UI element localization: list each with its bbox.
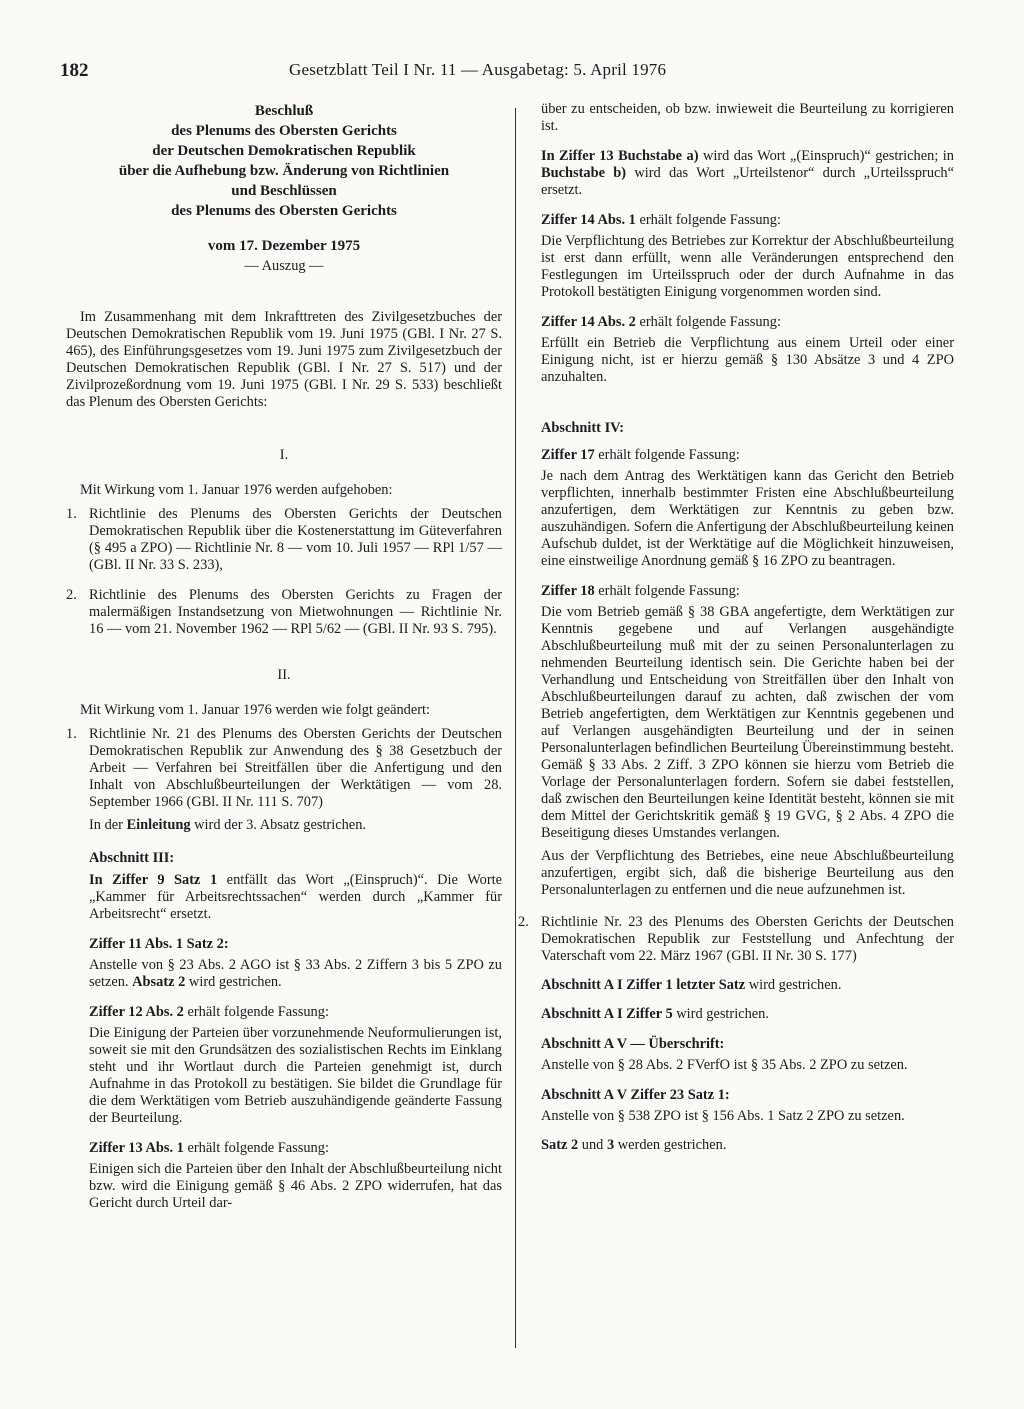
ziffer-18-paragraph-2: Aus der Verpflichtung des Betriebes, eine neue Abschlußbeurteilung anzufertigen, ergibt sich, daß die bisherige Beurteilung aus den Personalunterlagen zu entfernen und die neue aufzunehmen ist. <box>541 848 954 898</box>
section-numeral-1: I. <box>279 447 289 463</box>
satz-2-3-paragraph: Satz 2 und 3 werden gestrichen. <box>541 1137 727 1153</box>
item-number: 1. <box>66 726 77 742</box>
running-head: Gesetzblatt Teil I Nr. 11 — Ausgabetag: 5. April 1976 <box>289 60 667 79</box>
ziffer-13-ab-paragraph: In Ziffer 13 Buchstabe a) wird das Wort „(Einspruch)“ gestrichen; in Buchstabe b) wird das Wort „Urteilstenor“ durch „Urteilsspruch“ ersetzt. <box>541 148 954 198</box>
excerpt-label: — Auszug — <box>244 258 324 274</box>
decree-title <box>66 101 502 221</box>
decree-date: vom 17. Dezember 1975 <box>207 238 361 254</box>
ziffer-12-heading: Ziffer 12 Abs. 2 erhält folgende Fassung: <box>89 1004 329 1020</box>
ziffer-14-1-paragraph: Die Verpflichtung des Betriebes zur Korrektur der Abschlußbeurteilung ist erst dann erfüllt, wenn alle Veränderungen entsprechend den Festlegungen im Urteilsspruch oder der durch Aufnahme in das Protokoll bestätigten Einigung vorgenommen worden sind. <box>541 233 954 300</box>
section-1-intro: Mit Wirkung vom 1. Januar 1976 werden aufgehoben: <box>80 482 393 498</box>
item-number: 2. <box>518 914 529 930</box>
title-line: der Deutschen Demokratischen Republik <box>152 143 416 159</box>
section-2-intro: Mit Wirkung vom 1. Januar 1976 werden wie folgt geändert: <box>80 702 431 718</box>
ziffer-9-paragraph: In Ziffer 9 Satz 1 entfällt das Wort „(Einspruch)“. Die Worte „Kammer für Arbeitsrechtssachen“ werden durch „Kammer für Arbeitsrecht“ ersetzt. <box>89 872 502 922</box>
ziffer-17-heading: Ziffer 17 erhält folgende Fassung: <box>541 447 740 463</box>
ziffer-14-2-heading: Ziffer 14 Abs. 2 erhält folgende Fassung: <box>541 314 781 330</box>
item-text: Richtlinie des Plenums des Obersten Gerichts zu Fragen der malermäßigen Instandsetzung von Mietwohnungen — Richtlinie Nr. 16 — vom 21. November 1962 — RPl 5/62 — (GBl. II Nr. 93 S. 795). <box>89 587 502 637</box>
page-header <box>60 60 965 90</box>
abschnitt-av23-heading: Abschnitt A V Ziffer 23 Satz 1: <box>541 1087 730 1103</box>
ziffer-13-heading: Ziffer 13 Abs. 1 erhält folgende Fassung: <box>89 1140 329 1156</box>
preamble: Im Zusammenhang mit dem Inkrafttreten des Zivilgesetzbuches der Deutschen Demokratischen Republik vom 19. Juni 1975 (GBl. I Nr. 27 S. 465), des Einführungsgesetzes vom 19. Juni 1975 zum Zivilgesetzbuch der Deutschen Demokratischen Republik (GBl. I Nr. 27 S. 517) und der Zivilprozeßordnung vom 19. Juni 1975 (GBl. I Nr. 29 S. 533) beschließt das Plenum des Obersten Gerichts: <box>66 309 502 410</box>
abschnitt-av-paragraph: Anstelle von § 28 Abs. 2 FVerfO ist § 35 Abs. 2 ZPO zu setzen. <box>541 1057 908 1073</box>
ziffer-14-1-heading: Ziffer 14 Abs. 1 erhält folgende Fassung: <box>541 212 781 228</box>
ziffer-18-paragraph: Die vom Betrieb gemäß § 38 GBA angefertigte, dem Werktätigen zur Kenntnis gegebene und auf Verlangen ausgehändigte Abschlußbeurteilung muß mit der zu seinen Personalunterlagen zu nehmenden Beurteilung identisch sein. Die Gerichte haben bei der Verhandlung und Entscheidung von Streitfällen über den Inhalt von Abschlußbeurteilungen darauf zu achten, daß zwischen der vom Betrieb angefertigten, dem Werktätigen zur Kenntnis gegebenen und auf Verlangen ausgehändigten Beurteilung und der in seinen Personalunterlagen befindlichen Beurteilung Übereinstimmung besteht. Gemäß § 33 Abs. 2 Ziff. 3 ZPO können sie hierzu vom Betrieb die Vorlage der Personalunterlagen fordern. Sofern sie dabei feststellen, daß zwischen den Beurteilungen keine Identität besteht, können sie mit dem Mittel der Gerichtskritik gemäß § 19 GVG, § 2 Abs. 4 ZPO die Beseitigung dieses Umstandes verlangen. <box>541 604 954 841</box>
abschnitt-av-heading: Abschnitt A V — Überschrift: <box>541 1036 725 1052</box>
item-number: 2. <box>66 587 77 603</box>
list-item <box>518 914 954 965</box>
einleitung-paragraph: In der Einleitung wird der 3. Absatz gestrichen. <box>89 817 366 833</box>
list-item <box>66 506 502 574</box>
ziffer-14-2-paragraph: Erfüllt ein Betrieb die Verpflichtung aus einem Urteil oder einer Einigung nicht, ist er hierzu gemäß § 130 Absätze 3 und 4 ZPO anzuhalten. <box>541 335 954 385</box>
title-line: über die Aufhebung bzw. Änderung von Richtlinien <box>118 163 450 179</box>
list-item <box>66 587 502 638</box>
ziffer-13-paragraph: Einigen sich die Parteien über den Inhalt der Abschlußbeurteilung nicht bzw. wird die Einigung gemäß § 46 Abs. 2 ZPO widerrufen, hat das Gericht durch Urteil dar- <box>89 1161 502 1211</box>
ziffer-11-heading: Ziffer 11 Abs. 1 Satz 2: <box>89 936 229 952</box>
column-divider <box>515 108 516 1348</box>
ziffer-12-paragraph: Die Einigung der Parteien über vorzunehmende Neuformulierungen ist, soweit sie mit den Grundsätzen des sozialistischen Rechts im Einklang steht und ihr Wortlaut durch die Parteien genehmigt ist, durch Aufnahme in das Protokoll zu bestätigen. Sie bildet die Grundlage für die dem Werktätigen vom Betrieb auszuhändigende geänderte Fassung der Beurteilung. <box>89 1025 502 1126</box>
abschnitt-a1-z1-paragraph: Abschnitt A I Ziffer 1 letzter Satz wird gestrichen. <box>541 977 842 993</box>
abschnitt-av23-paragraph: Anstelle von § 538 ZPO ist § 156 Abs. 1 Satz 2 ZPO zu setzen. <box>541 1108 905 1124</box>
left-column <box>66 101 502 1212</box>
title-line: des Plenums des Obersten Gerichts <box>171 203 397 219</box>
title-line: und Beschlüssen <box>231 183 337 199</box>
ziffer-18-heading: Ziffer 18 erhält folgende Fassung: <box>541 583 740 599</box>
ziffer-17-paragraph: Je nach dem Antrag des Werktätigen kann das Gericht den Betrieb verpflichten, innerhalb bestimmter Fristen eine Abschlußbeurteilung anzufertigen, dem Werktätigen zur Kenntnis zu geben bzw. auszuhändigen. Sofern die Anfertigung der Abschlußbeurteilung keinen Aufschub duldet, ist der Werktätige auf die Möglichkeit hinzuweisen, eine einstweilige Anordnung gemäß § 16 ZPO zu beantragen. <box>541 468 954 569</box>
right-column <box>518 101 954 1154</box>
item-text: Richtlinie des Plenums des Obersten Gerichts der Deutschen Demokratischen Republik über die Kostenerstattung im Güteverfahren (§ 495 a ZPO) — Richtlinie Nr. 8 — vom 10. Juli 1957 — RPl 1/57 — (GBl. II Nr. 33 S. 233), <box>89 506 502 573</box>
section-numeral-2: II. <box>277 667 291 683</box>
abschnitt-iii-heading: Abschnitt III: <box>89 850 175 866</box>
item-text: Richtlinie Nr. 23 des Plenums des Obersten Gerichts der Deutschen Demokratischen Republik zur Feststellung und Anfechtung der Vaterschaft vom 22. März 1967 (GBl. II Nr. 30 S. 177) <box>541 914 954 964</box>
list-item <box>66 726 502 811</box>
continuation-paragraph: über zu entscheiden, ob bzw. inwieweit die Beurteilung zu korrigieren ist. <box>541 101 954 134</box>
title-line: Beschluß <box>254 103 314 119</box>
ziffer-11-paragraph: Anstelle von § 23 Abs. 2 AGO ist § 33 Abs. 2 Ziffern 3 bis 5 ZPO zu setzen. Absatz 2 wird gestrichen. <box>89 957 502 990</box>
title-line: des Plenums des Obersten Gerichts <box>171 123 397 139</box>
item-text: Richtlinie Nr. 21 des Plenums des Obersten Gerichts der Deutschen Demokratischen Republik zur Anwendung des § 38 Gesetzbuch der Arbeit — Verfahren bei Streitfällen über die Anfertigung und den Inhalt von Abschlußbeurteilungen der Werktätigen — vom 28. September 1966 (GBl. II Nr. 111 S. 707) <box>89 726 502 810</box>
item-number: 1. <box>66 506 77 522</box>
abschnitt-a1-z5-paragraph: Abschnitt A I Ziffer 5 wird gestrichen. <box>541 1006 769 1022</box>
abschnitt-iv-heading: Abschnitt IV: <box>541 420 625 436</box>
page-number: 182 <box>60 60 89 81</box>
